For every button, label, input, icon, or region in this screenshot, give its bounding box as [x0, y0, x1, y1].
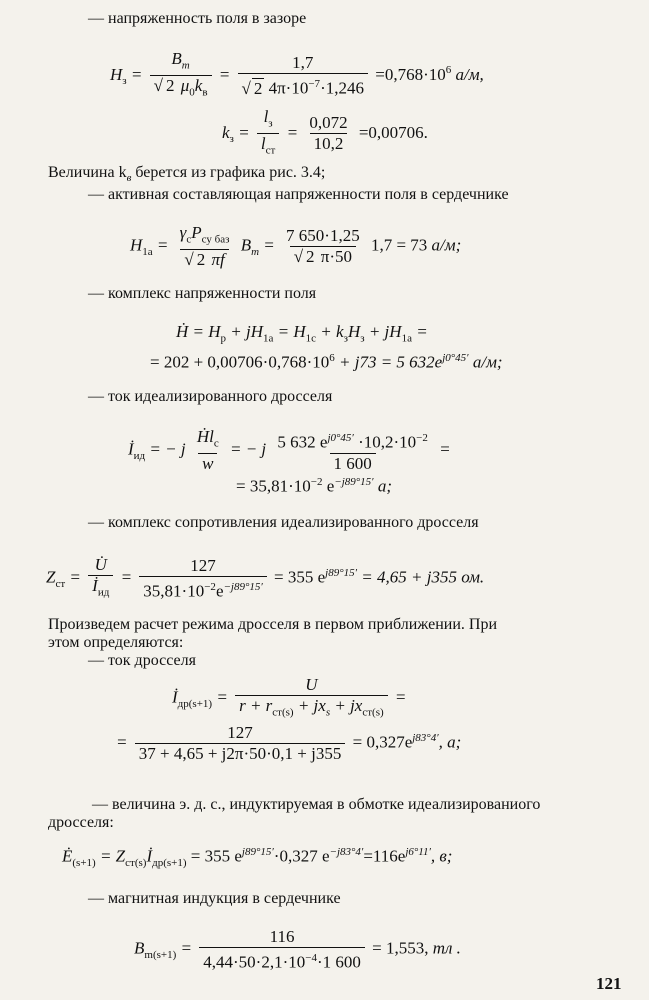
- equation-choke-current-line1: $İ_{др(s+1)}$ = $\frac{U}{r + r_{ст(s)} + jx_s + jx_{ст(s)}}$ =: [172, 676, 406, 721]
- equation-core-active-field: $H_{1а}$ = $\frac{\gamma_cP_{су баз}}{√ 2 \pi f}$ $B_m$ = $\frac{7 650\cdot 1,25}{√ 2 \pi\cdot 50}$ 1,7 = 73 а/м;: [130, 223, 462, 270]
- equation-magnetic-induction: $B_{m(s+1)}$ = $\frac{116}{4,44\cdot 50\cdot 2,1\cdot 10^{-4}\cdot 1 600}$ = 1,553, тл .: [134, 927, 461, 972]
- equation-gap-coefficient: $k_з$ = $\frac{l_з}{l_{ст}}$ = $\frac{0,072}{10,2}$ =0,00706.: [222, 108, 428, 160]
- text-first-approx-line1: Произведем расчет режима дросселя в первом приближении. При: [48, 616, 498, 633]
- equation-field-complex-line2: = $202 + 0,00706\cdot 0,768\cdot 10^6 + j73 = 5$ $632e^{j0^\circ 45'}$ а/м;: [150, 352, 503, 372]
- fraction: $\frac{l_з}{l_{ст}}$: [257, 108, 279, 160]
- equation-choke-current-line2: = $\frac{127}{37 + 4,65 + j2\pi\cdot 50\cdot 0,1 + j355}$ = $0,327e^{j83^\circ 4'}$, а;: [116, 723, 462, 763]
- sqrt-sign-icon: √: [184, 250, 194, 270]
- fraction: $\frac{\gamma_cP_{су баз}}{√ 2 \pi f}$: [179, 223, 230, 270]
- text-emf-line2: дросселя:: [48, 814, 114, 831]
- text-field-complex: — комплекс напряженности поля: [88, 285, 317, 302]
- fraction: $\frac{127}{35,81\cdot 10^{-2}e^{-j89^\circ 15'}}$: [139, 557, 266, 601]
- fraction: $\frac{1,7}{√ 2 4\pi\cdot 10^{-7}\cdot 1,246}$: [238, 54, 368, 98]
- fraction: $\frac{Ḣl_c}{w}$: [196, 427, 219, 474]
- page-number: 121: [596, 974, 622, 993]
- text-first-approx-line2: этом определяются:: [48, 634, 184, 651]
- text-core-active-component: — активная составляющая напряженности поля в сердечнике: [88, 186, 509, 203]
- sqrt-sign-icon: √: [293, 247, 304, 267]
- fraction: $\frac{127}{37 + 4,65 + j2\pi\cdot 50\cdot 0,1 + j355}$: [135, 724, 346, 763]
- text-ideal-choke-current: — ток идеализированного дросселя: [88, 388, 333, 405]
- sqrt-sign-icon: √: [153, 76, 163, 96]
- text-choke-current: — ток дросселя: [88, 652, 196, 669]
- text-emf-line1: — величина э. д. с., индуктируемая в обмотке идеализированиого: [92, 796, 541, 813]
- equation-impedance: $Z_{ст}$ = $\frac{U̇}{İ_{ид}}$ = $\frac{127}{35,81\cdot 10^{-2}e^{-j89^\circ 15'}}$ = 355 $e^{j89^\circ 15'} = 4,65 + j355$ ом.: [46, 555, 485, 601]
- fraction: $\frac{5 632 e^{j0^\circ 45'} \cdot 10,2\cdot 10^{-2}}{1 600}$: [277, 431, 428, 473]
- equation-ideal-current-line2: = $35,81\cdot 10^{-2}$ $e^{-j89^\circ 15'}$ а;: [236, 476, 392, 496]
- fraction: $\frac{0,072}{10,2}$: [309, 113, 348, 154]
- equation-gap-field: $H_з$ = $\frac{B_m}{√ 2 \mu_0k_в}$ = $\frac{1,7}{√ 2 4\pi\cdot 10^{-7}\cdot 1,246}$ $=0,768\cdot 10^6$ а/м,: [110, 50, 484, 102]
- fraction: $\frac{B_m}{√ 2 \mu_0k_в}$: [150, 50, 212, 102]
- sqrt-sign-icon: √: [241, 78, 251, 98]
- equation-ideal-current-line1: $İ_{ид}$ = − j $\frac{Ḣl_c}{w}$ = − j $\frac{5 632 e^{j0^\circ 45'} \cdot 10,2\cdot 10^{-2}}{1 600}$ =: [128, 427, 451, 474]
- fraction: $\frac{116}{4,44\cdot 50\cdot 2,1\cdot 10^{-4}\cdot 1 600}$: [199, 928, 365, 972]
- text-gap-field-strength: — напряженность поля в зазоре: [88, 10, 307, 27]
- text-magnetic-induction: — магнитная индукция в сердечнике: [88, 890, 341, 907]
- equation-field-complex-line1: Ḣ = $H_р + jH_{1а} = H_{1с} + k_зH_з + jH_{1а}$ =: [176, 322, 428, 345]
- fraction: $\frac{7 650\cdot 1,25}{√ 2 \pi\cdot 50}$: [286, 226, 360, 267]
- equation-emf: $Ė_{(s+1)}$ = $Z_{ст(s)}İ_{др(s+1)} = 355$ $e^{j89^\circ 15'}\cdot 0,327$ $e^{-j83^\circ 4'}=116e^{j6^\circ 11'}$, в;: [62, 846, 453, 870]
- fraction: $\frac{U̇}{İ_{ид}}$: [88, 556, 113, 601]
- text-kv-source: Величина $k_в$ берется из графика рис. 3.4;: [48, 164, 326, 185]
- text-ideal-choke-impedance: — комплекс сопротивления идеализированного дросселя: [88, 514, 479, 531]
- fraction: $\frac{U}{r + r_{ст(s)} + jx_s + jx_{ст(s)}}$: [235, 676, 388, 721]
